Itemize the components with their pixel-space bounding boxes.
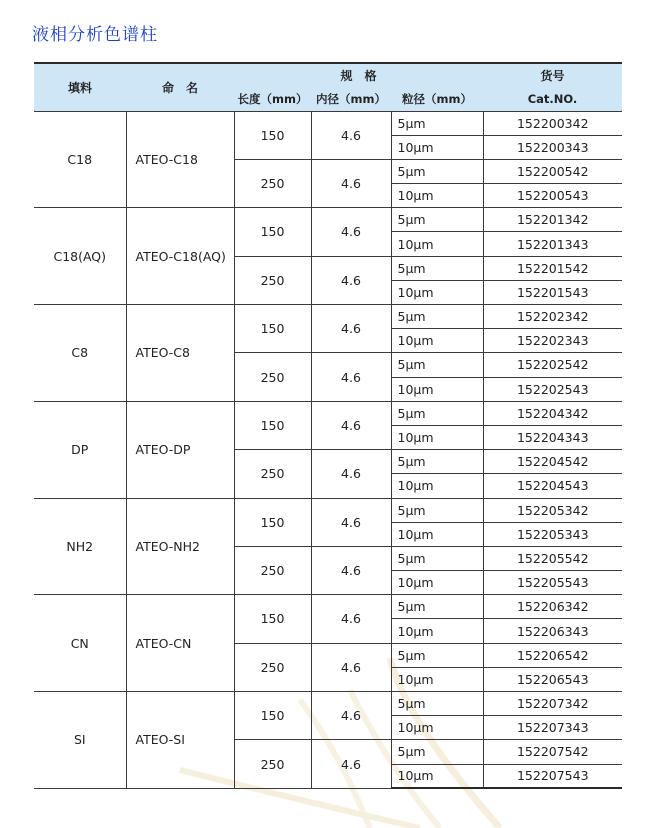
length-cell: 250 bbox=[234, 353, 311, 401]
diameter-cell: 4.6 bbox=[311, 498, 391, 546]
table-row bbox=[34, 692, 622, 716]
cat-no-cell: 152204543 bbox=[483, 474, 622, 498]
particle-cell: 10μm bbox=[391, 522, 483, 546]
column-spec-table bbox=[34, 62, 622, 789]
header-catalog: 货号 bbox=[483, 63, 622, 87]
particle-cell: 10μm bbox=[391, 232, 483, 256]
diameter-cell: 4.6 bbox=[311, 353, 391, 401]
cat-no-cell: 152202542 bbox=[483, 353, 622, 377]
cat-no-cell: 152201342 bbox=[483, 208, 622, 232]
cat-no-cell: 152201343 bbox=[483, 232, 622, 256]
table-row bbox=[34, 111, 622, 135]
cat-no-cell: 152206542 bbox=[483, 643, 622, 667]
packing-cell: C8 bbox=[34, 305, 126, 402]
particle-cell: 10μm bbox=[391, 667, 483, 691]
cat-no-cell: 152200342 bbox=[483, 111, 622, 135]
length-cell: 150 bbox=[234, 111, 311, 159]
diameter-cell: 4.6 bbox=[311, 450, 391, 498]
packing-cell: DP bbox=[34, 401, 126, 498]
cat-no-cell: 152202342 bbox=[483, 305, 622, 329]
table-row bbox=[34, 401, 622, 425]
cat-no-cell: 152206342 bbox=[483, 595, 622, 619]
diameter-cell: 4.6 bbox=[311, 208, 391, 256]
cat-no-cell: 152201543 bbox=[483, 280, 622, 304]
particle-cell: 5μm bbox=[391, 159, 483, 183]
length-cell: 150 bbox=[234, 401, 311, 449]
particle-cell: 10μm bbox=[391, 474, 483, 498]
cat-no-cell: 152207342 bbox=[483, 692, 622, 716]
table-row bbox=[34, 208, 622, 232]
particle-cell: 5μm bbox=[391, 305, 483, 329]
particle-cell: 5μm bbox=[391, 498, 483, 522]
length-cell: 250 bbox=[234, 256, 311, 304]
particle-cell: 5μm bbox=[391, 401, 483, 425]
particle-cell: 10μm bbox=[391, 184, 483, 208]
particle-cell: 5μm bbox=[391, 595, 483, 619]
length-cell: 150 bbox=[234, 595, 311, 643]
table-body bbox=[34, 111, 622, 788]
name-cell: ATEO-C18 bbox=[126, 111, 234, 208]
diameter-cell: 4.6 bbox=[311, 643, 391, 691]
header-spec: 规 格 bbox=[234, 63, 483, 87]
cat-no-cell: 152202543 bbox=[483, 377, 622, 401]
particle-cell: 10μm bbox=[391, 619, 483, 643]
packing-cell: NH2 bbox=[34, 498, 126, 595]
particle-cell: 5μm bbox=[391, 740, 483, 764]
header-naming: 命 名 bbox=[126, 63, 234, 111]
packing-cell: CN bbox=[34, 595, 126, 692]
name-cell: ATEO-C18(AQ) bbox=[126, 208, 234, 305]
header-particle: 粒径（mm） bbox=[391, 87, 483, 111]
cat-no-cell: 152206343 bbox=[483, 619, 622, 643]
name-cell: ATEO-NH2 bbox=[126, 498, 234, 595]
cat-no-cell: 152204342 bbox=[483, 401, 622, 425]
diameter-cell: 4.6 bbox=[311, 305, 391, 353]
particle-cell: 5μm bbox=[391, 643, 483, 667]
cat-no-cell: 152200343 bbox=[483, 135, 622, 159]
particle-cell: 10μm bbox=[391, 377, 483, 401]
particle-cell: 10μm bbox=[391, 764, 483, 788]
particle-cell: 5μm bbox=[391, 450, 483, 474]
table-row bbox=[34, 305, 622, 329]
length-cell: 250 bbox=[234, 159, 311, 207]
particle-cell: 10μm bbox=[391, 329, 483, 353]
particle-cell: 5μm bbox=[391, 256, 483, 280]
name-cell: ATEO-SI bbox=[126, 692, 234, 789]
header-packing: 填料 bbox=[34, 63, 126, 111]
diameter-cell: 4.6 bbox=[311, 595, 391, 643]
diameter-cell: 4.6 bbox=[311, 692, 391, 740]
length-cell: 250 bbox=[234, 643, 311, 691]
cat-no-cell: 152201542 bbox=[483, 256, 622, 280]
cat-no-cell: 152200543 bbox=[483, 184, 622, 208]
particle-cell: 5μm bbox=[391, 692, 483, 716]
packing-cell: SI bbox=[34, 692, 126, 789]
cat-no-cell: 152205543 bbox=[483, 571, 622, 595]
name-cell: ATEO-C8 bbox=[126, 305, 234, 402]
cat-no-cell: 152205342 bbox=[483, 498, 622, 522]
particle-cell: 10μm bbox=[391, 716, 483, 740]
cat-no-cell: 152207542 bbox=[483, 740, 622, 764]
page-title: 液相分析色谱柱 bbox=[32, 25, 158, 45]
name-cell: ATEO-CN bbox=[126, 595, 234, 692]
diameter-cell: 4.6 bbox=[311, 740, 391, 788]
length-cell: 150 bbox=[234, 498, 311, 546]
particle-cell: 5μm bbox=[391, 111, 483, 135]
diameter-cell: 4.6 bbox=[311, 401, 391, 449]
length-cell: 150 bbox=[234, 208, 311, 256]
particle-cell: 5μm bbox=[391, 546, 483, 570]
length-cell: 150 bbox=[234, 692, 311, 740]
particle-cell: 10μm bbox=[391, 425, 483, 449]
length-cell: 250 bbox=[234, 740, 311, 788]
particle-cell: 10μm bbox=[391, 280, 483, 304]
particle-cell: 10μm bbox=[391, 135, 483, 159]
table-row bbox=[34, 498, 622, 522]
diameter-cell: 4.6 bbox=[311, 256, 391, 304]
cat-no-cell: 152204343 bbox=[483, 425, 622, 449]
cat-no-cell: 152207343 bbox=[483, 716, 622, 740]
diameter-cell: 4.6 bbox=[311, 111, 391, 159]
name-cell: ATEO-DP bbox=[126, 401, 234, 498]
particle-cell: 10μm bbox=[391, 571, 483, 595]
cat-no-cell: 152205542 bbox=[483, 546, 622, 570]
diameter-cell: 4.6 bbox=[311, 546, 391, 594]
header-inner-diameter: 内径（mm） bbox=[311, 87, 391, 111]
cat-no-cell: 152207543 bbox=[483, 764, 622, 788]
packing-cell: C18(AQ) bbox=[34, 208, 126, 305]
packing-cell: C18 bbox=[34, 111, 126, 208]
length-cell: 250 bbox=[234, 546, 311, 594]
cat-no-cell: 152200542 bbox=[483, 159, 622, 183]
length-cell: 250 bbox=[234, 450, 311, 498]
cat-no-cell: 152206543 bbox=[483, 667, 622, 691]
cat-no-cell: 152204542 bbox=[483, 450, 622, 474]
length-cell: 150 bbox=[234, 305, 311, 353]
header-cat-no: Cat.NO. bbox=[483, 87, 622, 111]
particle-cell: 5μm bbox=[391, 208, 483, 232]
cat-no-cell: 152202343 bbox=[483, 329, 622, 353]
diameter-cell: 4.6 bbox=[311, 159, 391, 207]
header-length: 长度（mm） bbox=[234, 87, 311, 111]
table-row bbox=[34, 595, 622, 619]
cat-no-cell: 152205343 bbox=[483, 522, 622, 546]
particle-cell: 5μm bbox=[391, 353, 483, 377]
